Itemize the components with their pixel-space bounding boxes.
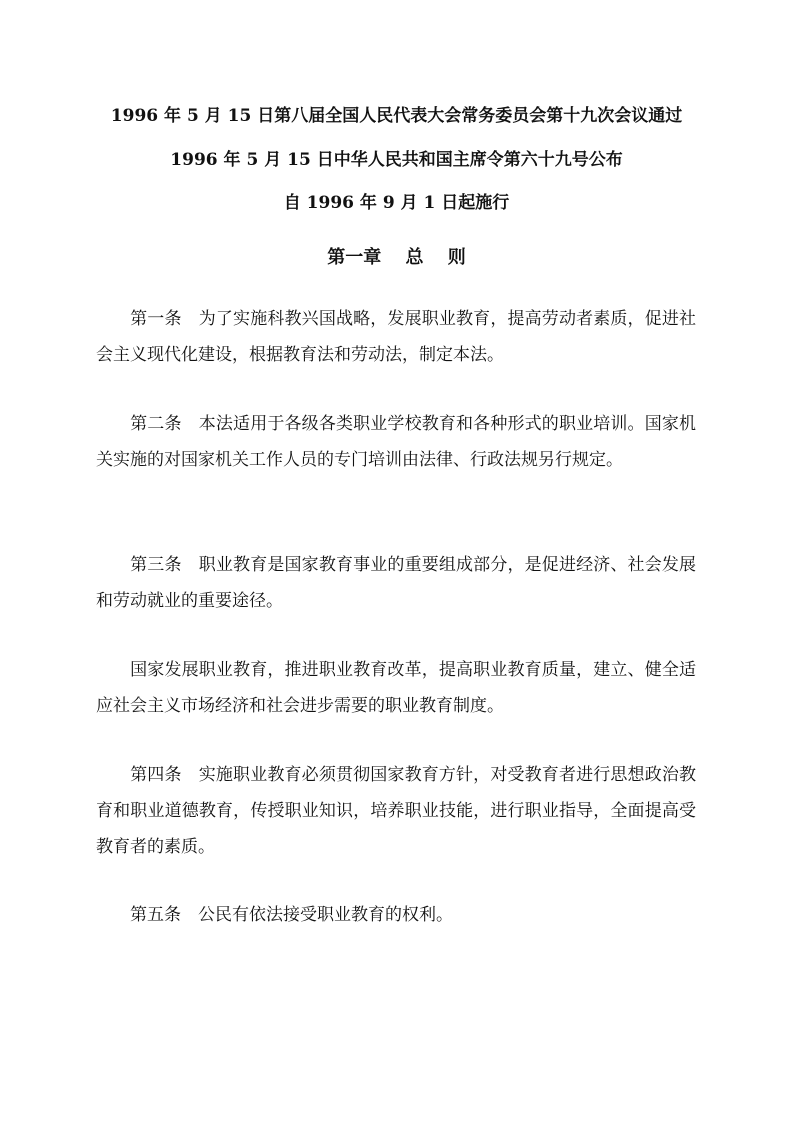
article-5-text: 第五条 公民有依法接受职业教育的权利。 xyxy=(130,905,453,925)
header-promulgation-line: 1996 年 5 月 15 日中华人民共和国主席令第六十九号公布 xyxy=(170,150,623,170)
article-1-text: 第一条 为了实施科教兴国战略，发展职业教育，提高劳动者素质，促进社会主义现代化建设，根据教育法和劳动法，制定本法。 xyxy=(96,309,696,365)
article-5 xyxy=(96,897,696,933)
article-2 xyxy=(96,406,696,478)
chapter-title: 第一章 总 则 xyxy=(327,247,466,268)
header-effective-line: 自 1996 年 9 月 1 日起施行 xyxy=(283,193,510,213)
header-adoption-line: 1996 年 5 月 15 日第八届全国人民代表大会常务委员会第十九次会议通过 xyxy=(110,106,683,126)
article-4 xyxy=(96,757,696,865)
article-1 xyxy=(96,301,696,373)
article-2-text: 第二条 本法适用于各级各类职业学校教育和各种形式的职业培训。国家机关实施的对国家机关工作人员的专门培训由法律、行政法规另行规定。 xyxy=(96,414,696,470)
article-3-paragraph-2-text: 国家发展职业教育，推进职业教育改革，提高职业教育质量，建立、健全适应社会主义市场经济和社会进步需要的职业教育制度。 xyxy=(96,660,696,716)
article-3-text: 第三条 职业教育是国家教育事业的重要组成部分，是促进经济、社会发展和劳动就业的重要途径。 xyxy=(96,555,696,611)
article-3-paragraph-2 xyxy=(96,652,696,724)
article-4-text: 第四条 实施职业教育必须贯彻国家教育方针，对受教育者进行思想政治教育和职业道德教育，传授职业知识，培养职业技能，进行职业指导，全面提高受教育者的素质。 xyxy=(96,765,696,857)
article-3 xyxy=(96,547,696,619)
